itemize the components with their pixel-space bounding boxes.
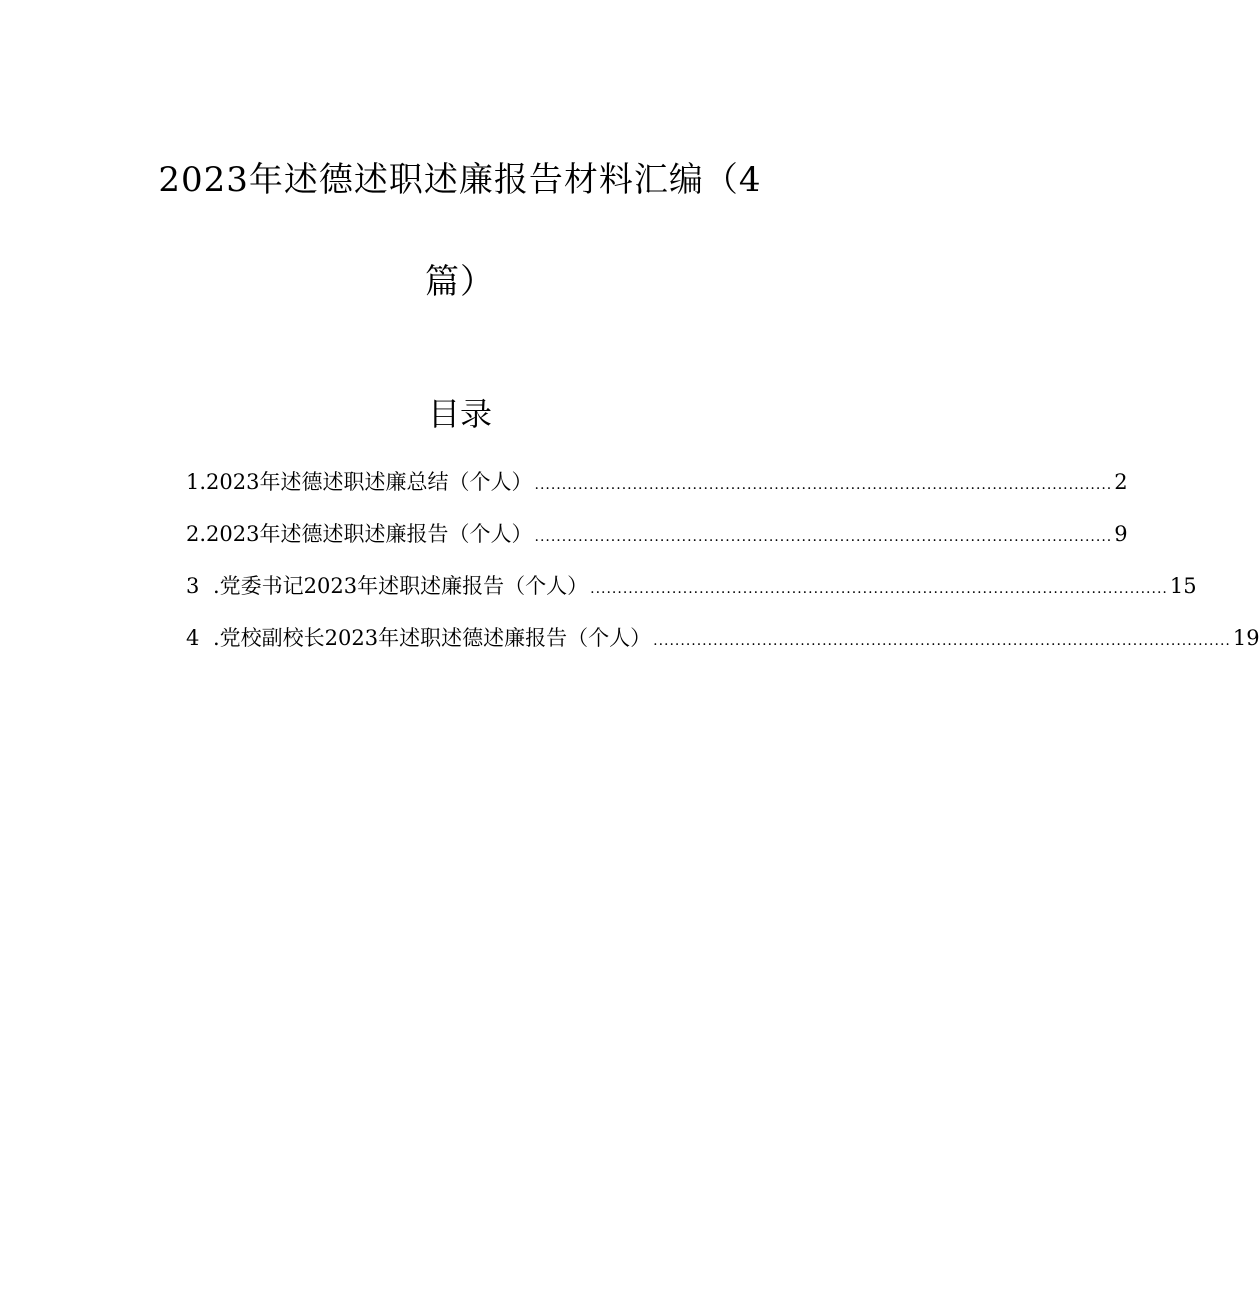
toc-entry-title: .党委书记2023年述职述廉报告（个人） (213, 574, 589, 598)
toc-entry-number: 4 (186, 626, 200, 650)
toc-entry-2[interactable] (186, 519, 1128, 549)
toc-leader-dots: .......................................................................................................... (653, 633, 1231, 649)
toc-entry-number: 1. (186, 470, 207, 494)
toc-entry-3[interactable] (186, 571, 1197, 601)
toc-entry-title: 2023年述德述职述廉总结（个人） (206, 470, 533, 494)
toc-entry-title: 2023年述德述职述廉报告（个人） (206, 522, 533, 546)
toc-leader-dots: .......................................................................................................... (534, 477, 1113, 493)
toc-heading: 目录 (427, 395, 492, 433)
toc-leader-dots: .......................................................................................................... (534, 529, 1113, 545)
toc-leader-dots: .......................................................................................................... (590, 581, 1168, 597)
document-title-line-2: 篇） (425, 262, 495, 302)
toc-entry-page: 2 (1114, 470, 1128, 494)
toc-entry-4[interactable] (186, 623, 1260, 653)
toc-entry-number: 3 (186, 574, 200, 598)
document-title-line-1: 2023年述德述职述廉报告材料汇编（4 (158, 160, 762, 200)
toc-entry-title: .党校副校长2023年述职述德述廉报告（个人） (213, 626, 652, 650)
toc-entry-page: 19 (1232, 626, 1260, 650)
toc-entry-page: 9 (1114, 522, 1128, 546)
toc-entry-1[interactable] (186, 467, 1128, 497)
toc-entry-number: 2. (186, 522, 207, 546)
toc-entry-page: 15 (1169, 574, 1197, 598)
